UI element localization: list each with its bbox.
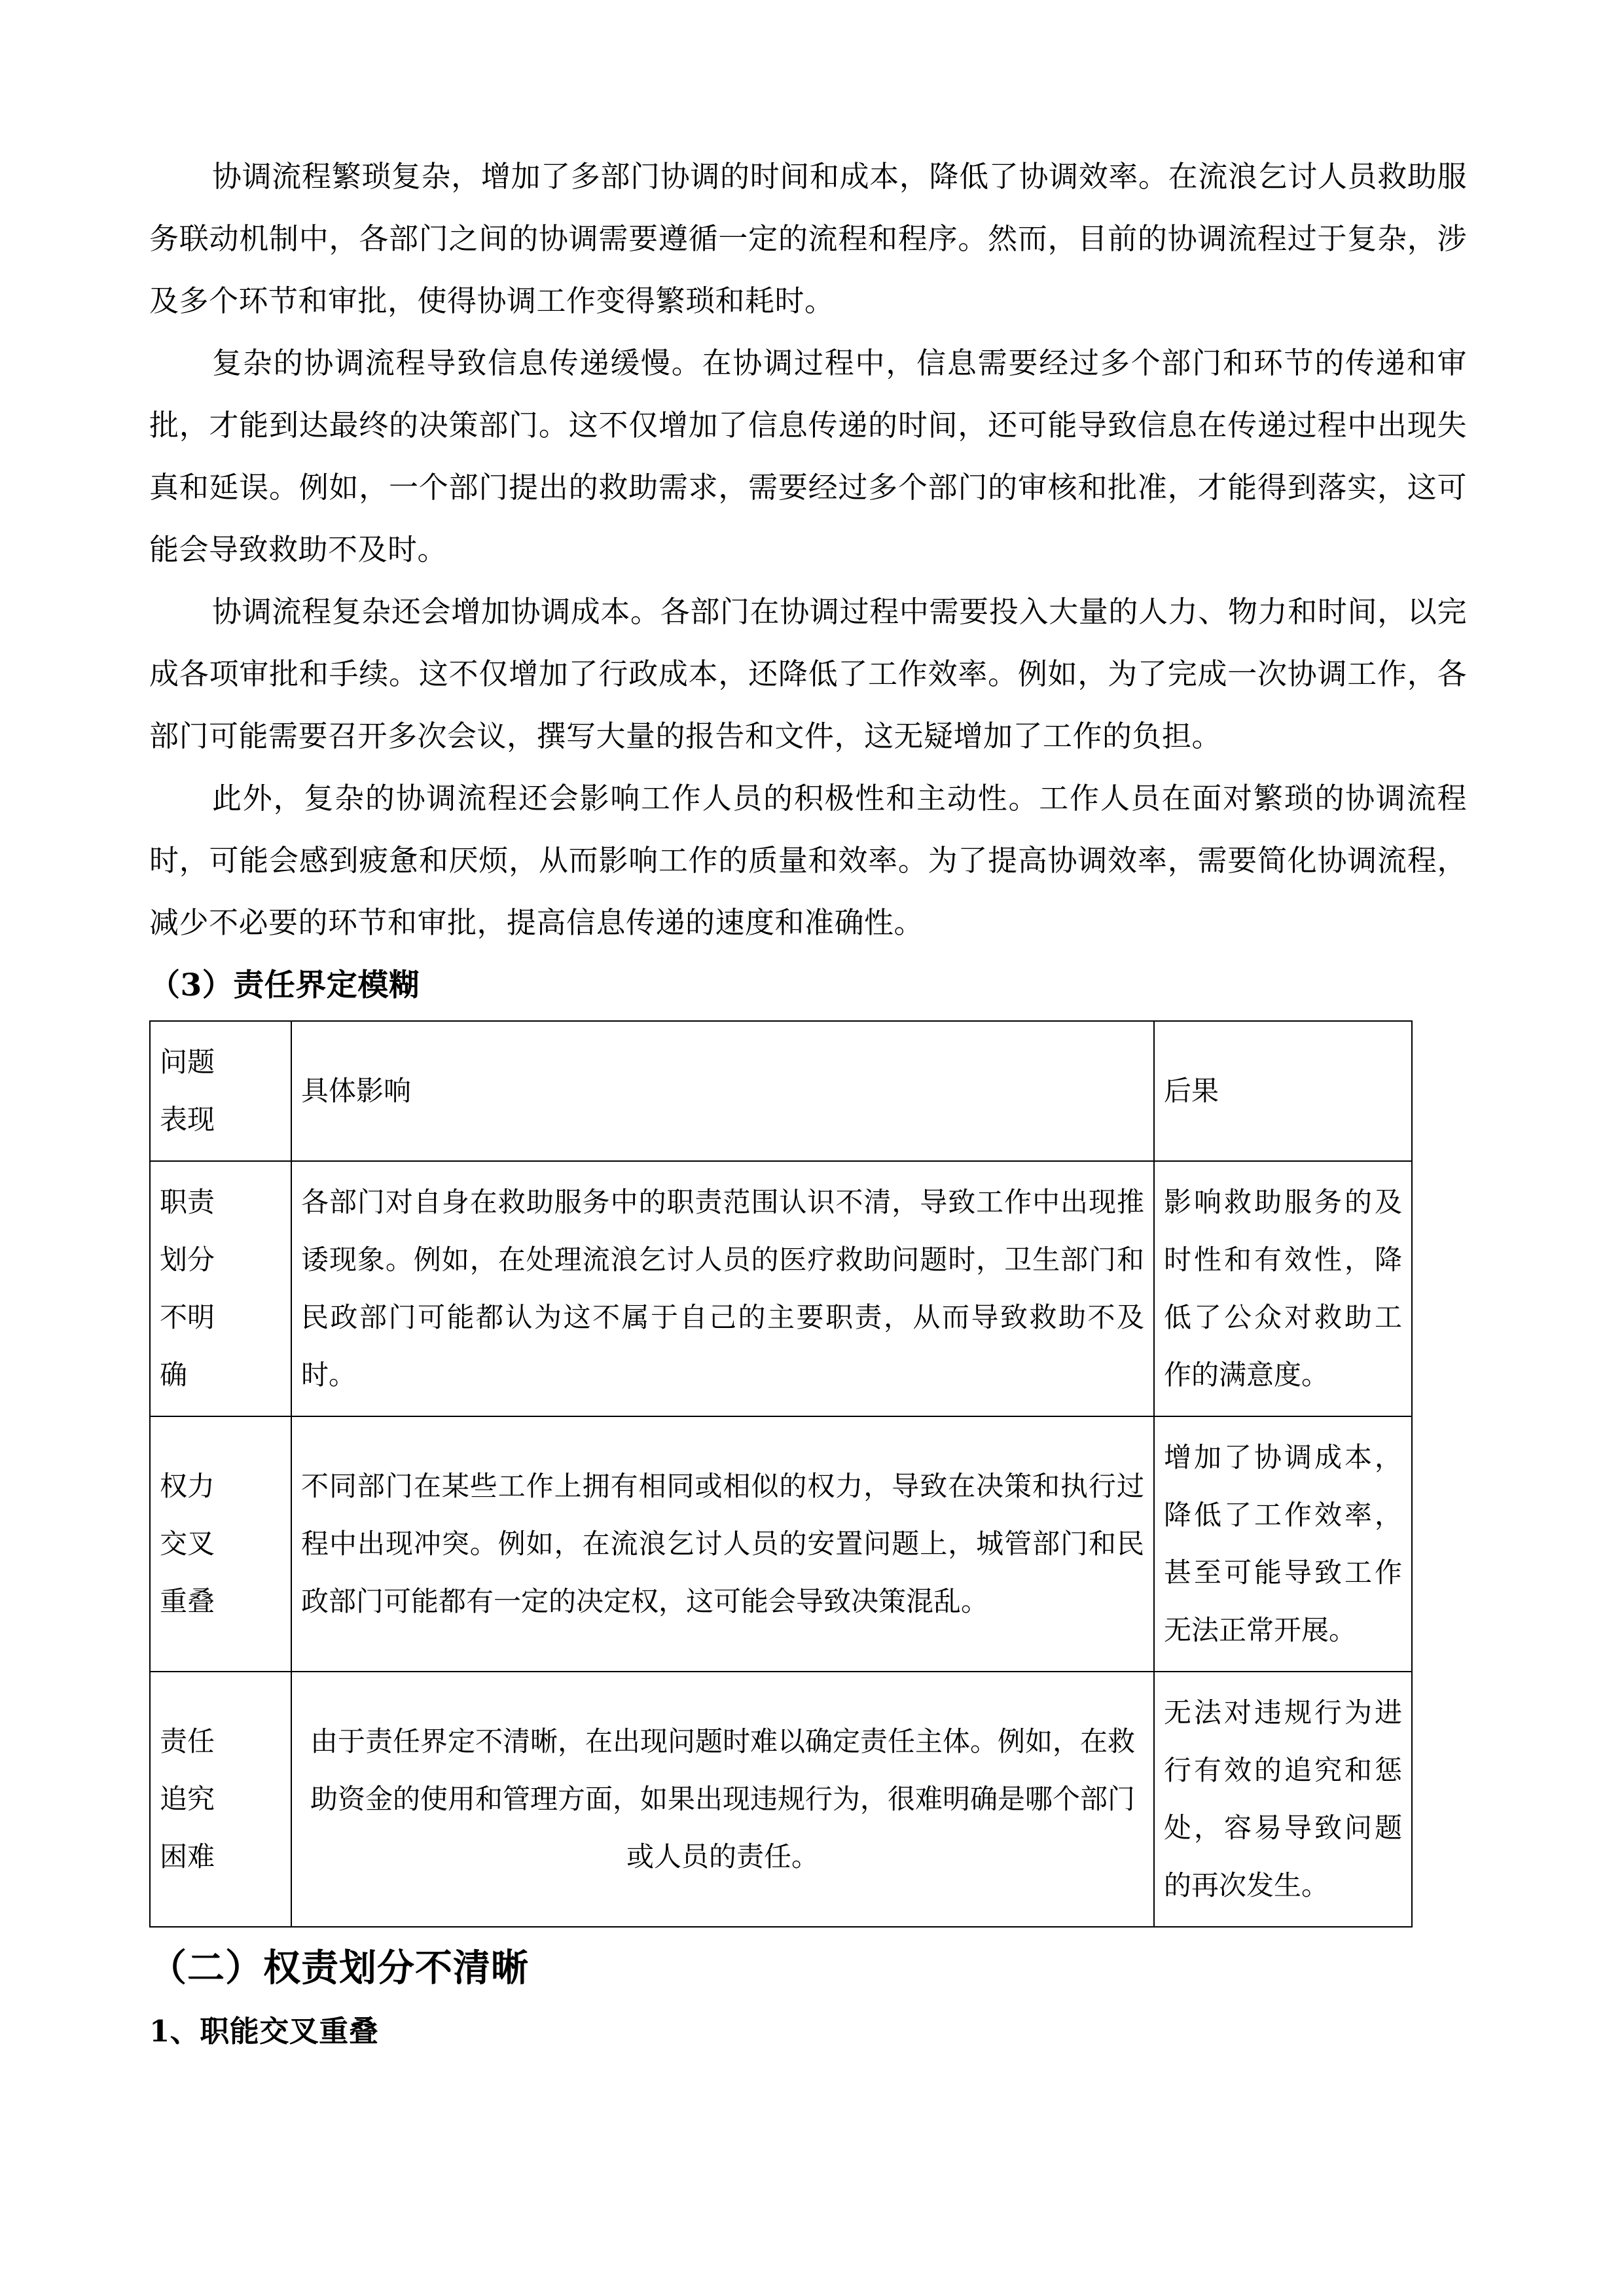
paragraph-3: 协调流程复杂还会增加协调成本。各部门在协调过程中需要投入大量的人力、物力和时间，以完成各项审批和手续。这不仅增加了行政成本，还降低了工作效率。例如，为了完成一次协调工作，各部门可能需要召开多次会议，撰写大量的报告和文件，这无疑增加了工作的负担。 [149, 594, 1467, 753]
table-row-3-label-line-2: 追究 [160, 1783, 215, 1815]
table-header-consequence: 后果 [1154, 1021, 1412, 1161]
table-row-1-label [150, 1161, 291, 1416]
table-header-problem-line-1: 问题 [160, 1046, 215, 1078]
table-header-problem [150, 1021, 291, 1161]
responsibility-table-wrapper [149, 1020, 1467, 1928]
table-row-3-impact: 由于责任界定不清晰，在出现问题时难以确定责任主体。例如，在救助资金的使用和管理方面，如果出现违规行为，很难明确是哪个部门或人员的责任。 [291, 1672, 1154, 1927]
table-row-3-label-line-3: 困难 [160, 1840, 215, 1873]
table-row-1-label-line-2: 划分 [160, 1244, 215, 1276]
table-header-row [150, 1021, 1412, 1161]
table-row-2-label-line-1: 权力 [160, 1470, 215, 1502]
heading-section-3: （3）责任界定模糊 [149, 967, 420, 1003]
table-row-3-label [150, 1672, 291, 1927]
table-row-3-consequence: 无法对违规行为进行有效的追究和惩处，容易导致问题的再次发生。 [1154, 1672, 1412, 1927]
table-header-problem-line-2: 表现 [160, 1103, 215, 1136]
table-row-1-impact: 各部门对自身在救助服务中的职责范围认识不清，导致工作中出现推诿现象。例如，在处理流浪乞讨人员的医疗救助问题时，卫生部门和民政部门可能都认为这不属于自己的主要职责，从而导致救助不及时。 [291, 1161, 1154, 1416]
paragraph-4: 此外，复杂的协调流程还会影响工作人员的积极性和主动性。工作人员在面对繁琐的协调流程时，可能会感到疲惫和厌烦，从而影响工作的质量和效率。为了提高协调效率，需要简化协调流程，减少不必要的环节和审批，提高信息传递的速度和准确性。 [149, 781, 1467, 940]
paragraph-1: 协调流程繁琐复杂，增加了多部门协调的时间和成本，降低了协调效率。在流浪乞讨人员救助服务联动机制中，各部门之间的协调需要遵循一定的流程和程序。然而，目前的协调流程过于复杂，涉及多个环节和审批，使得协调工作变得繁琐和耗时。 [149, 159, 1467, 318]
paragraph-2: 复杂的协调流程导致信息传递缓慢。在协调过程中，信息需要经过多个部门和环节的传递和审批，才能到达最终的决策部门。这不仅增加了信息传递的时间，还可能导致信息在传递过程中出现失真和延误。例如，一个部门提出的救助需求，需要经过多个部门的审核和批准，才能得到落实，这可能会导致救助不及时。 [149, 346, 1467, 567]
table-row-2-label [150, 1416, 291, 1672]
table-row-2-impact: 不同部门在某些工作上拥有相同或相似的权力，导致在决策和执行过程中出现冲突。例如，在流浪乞讨人员的安置问题上，城管部门和民政部门可能都有一定的决定权，这可能会导致决策混乱。 [291, 1416, 1154, 1672]
table-row-1-consequence: 影响救助服务的及时性和有效性，降低了公众对救助工作的满意度。 [1154, 1161, 1412, 1416]
table-row-1-label-line-4: 确 [160, 1359, 188, 1391]
table-row-1-label-line-3: 不明 [160, 1301, 215, 1333]
table-row-3-label-line-1: 责任 [160, 1725, 215, 1757]
heading-section-two: （二）权责划分不清晰 [149, 1946, 529, 1990]
table-row [150, 1161, 1412, 1416]
heading-subsection-1: 1、职能交叉重叠 [149, 2014, 379, 2049]
table-row [150, 1672, 1412, 1927]
table-header-impact: 具体影响 [291, 1021, 1154, 1161]
responsibility-table [149, 1020, 1413, 1928]
table-row-1-label-line-1: 职责 [160, 1186, 215, 1218]
table-row-2-label-line-2: 交叉 [160, 1528, 215, 1560]
table-row [150, 1416, 1412, 1672]
table-row-2-consequence: 增加了协调成本，降低了工作效率，甚至可能导致工作无法正常开展。 [1154, 1416, 1412, 1672]
table-row-2-label-line-3: 重叠 [160, 1585, 215, 1617]
